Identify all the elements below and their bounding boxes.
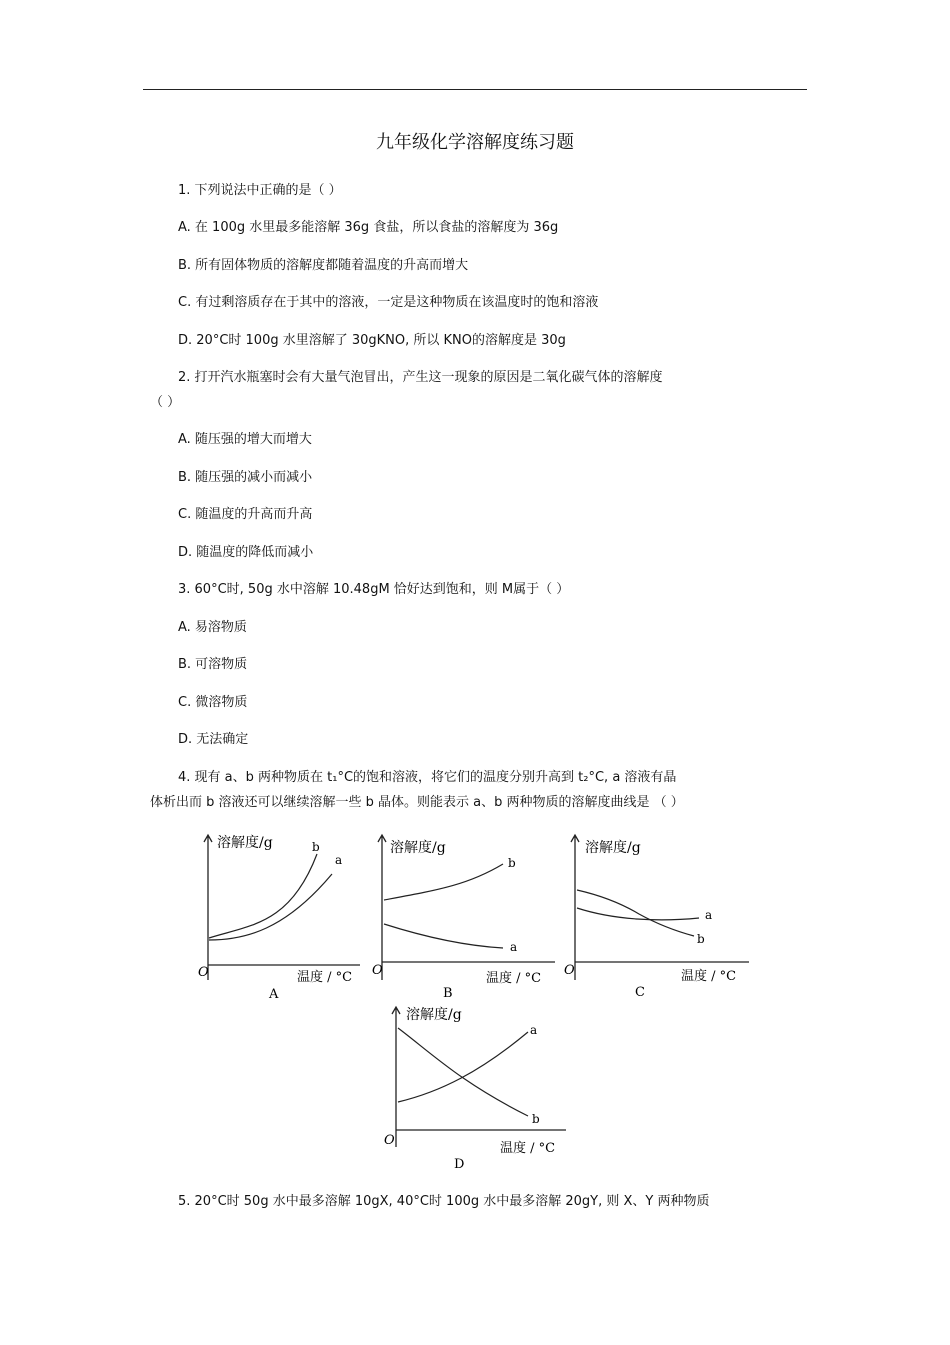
question-4-stem-cont: 体析出而 b 溶液还可以继续溶解一些 b 晶体。则能表示 a、b 两种物质的溶解度曲线是 （ ） [150, 795, 684, 810]
curve-b-label: b [312, 840, 320, 854]
question-1-option-c: C. 有过剩溶质存在于其中的溶液，一定是这种物质在该温度时的饱和溶液 [178, 295, 599, 310]
curve-a-label: a [510, 940, 518, 954]
graph-option-label: A [269, 987, 279, 1002]
graph-b [368, 830, 558, 1002]
x-axis-label: 温度 / °C [486, 971, 542, 986]
question-2-option-a: A. 随压强的增大而增大 [178, 432, 312, 447]
y-axis-label: 溶解度/g [406, 1007, 462, 1023]
y-axis [571, 835, 579, 980]
graph-a [195, 830, 367, 1002]
question-1-option-a: A. 在 100g 水里最多能溶解 36g 食盐，所以食盐的溶解度为 36g [178, 220, 559, 235]
curve-a-label: a [705, 908, 713, 922]
y-axis [378, 835, 386, 980]
curve-b [209, 854, 317, 938]
question-5-stem: 5. 20°C时 50g 水中最多溶解 10gX, 40°C时 100g 水中最多溶解 20gY, 则 X、Y 两种物质 [178, 1194, 710, 1209]
question-3-option-c: C. 微溶物质 [178, 695, 248, 710]
curve-b-label: b [697, 932, 705, 946]
question-2-option-c: C. 随温度的升高而升高 [178, 507, 313, 522]
x-axis-label: 温度 / °C [681, 969, 737, 984]
question-1-option-b: B. 所有固体物质的溶解度都随着温度的升高而增大 [178, 258, 469, 273]
question-2-stem-cont: （ ） [150, 395, 181, 410]
question-3-option-d: D. 无法确定 [178, 732, 249, 747]
origin-label: O [384, 1133, 395, 1148]
curve-b [398, 1028, 528, 1116]
question-1-stem: 1. 下列说法中正确的是（ ） [178, 183, 342, 198]
y-axis-label: 溶解度/g [217, 835, 273, 851]
header-rule [143, 89, 807, 90]
curve-b-label: b [508, 856, 516, 870]
question-1-option-d: D. 20°C时 100g 水里溶解了 30gKNO, 所以 KNO的溶解度是 30g [178, 333, 566, 348]
curve-b [384, 864, 503, 900]
question-2-option-b: B. 随压强的减小而减小 [178, 470, 313, 485]
graph-option-label: C [635, 985, 645, 1000]
graph-c [559, 830, 751, 1002]
curve-a-label: a [335, 853, 343, 867]
question-3-option-b: B. 可溶物质 [178, 657, 248, 672]
page-title: 九年级化学溶解度练习题 [376, 132, 574, 153]
origin-label: O [564, 963, 575, 978]
curve-a-label: a [530, 1023, 538, 1037]
curve-b-label: b [532, 1112, 540, 1126]
question-2-option-d: D. 随温度的降低而减小 [178, 545, 314, 560]
y-axis-label: 溶解度/g [585, 840, 641, 856]
question-3-stem: 3. 60°C时, 50g 水中溶解 10.48gM 恰好达到饱和，则 M属于（ ） [178, 582, 570, 597]
question-4-stem: 4. 现有 a、b 两种物质在 t₁°C的饱和溶液，将它们的温度分别升高到 t₂°C, a 溶液有晶 [178, 770, 677, 785]
graph-d [380, 1002, 568, 1174]
y-axis [204, 835, 212, 980]
graph-option-label: D [454, 1157, 465, 1172]
graph-option-label: B [443, 986, 453, 1001]
curve-a [209, 874, 332, 940]
origin-label: O [198, 965, 209, 980]
question-3-option-a: A. 易溶物质 [178, 620, 247, 635]
x-axis-label: 温度 / °C [297, 970, 353, 985]
origin-label: O [372, 963, 383, 978]
curve-a [384, 924, 503, 948]
curve-a [398, 1032, 528, 1102]
x-axis-label: 温度 / °C [500, 1141, 556, 1156]
question-2-stem: 2. 打开汽水瓶塞时会有大量气泡冒出，产生这一现象的原因是二氧化碳气体的溶解度 [178, 370, 663, 385]
y-axis-label: 溶解度/g [390, 840, 446, 856]
